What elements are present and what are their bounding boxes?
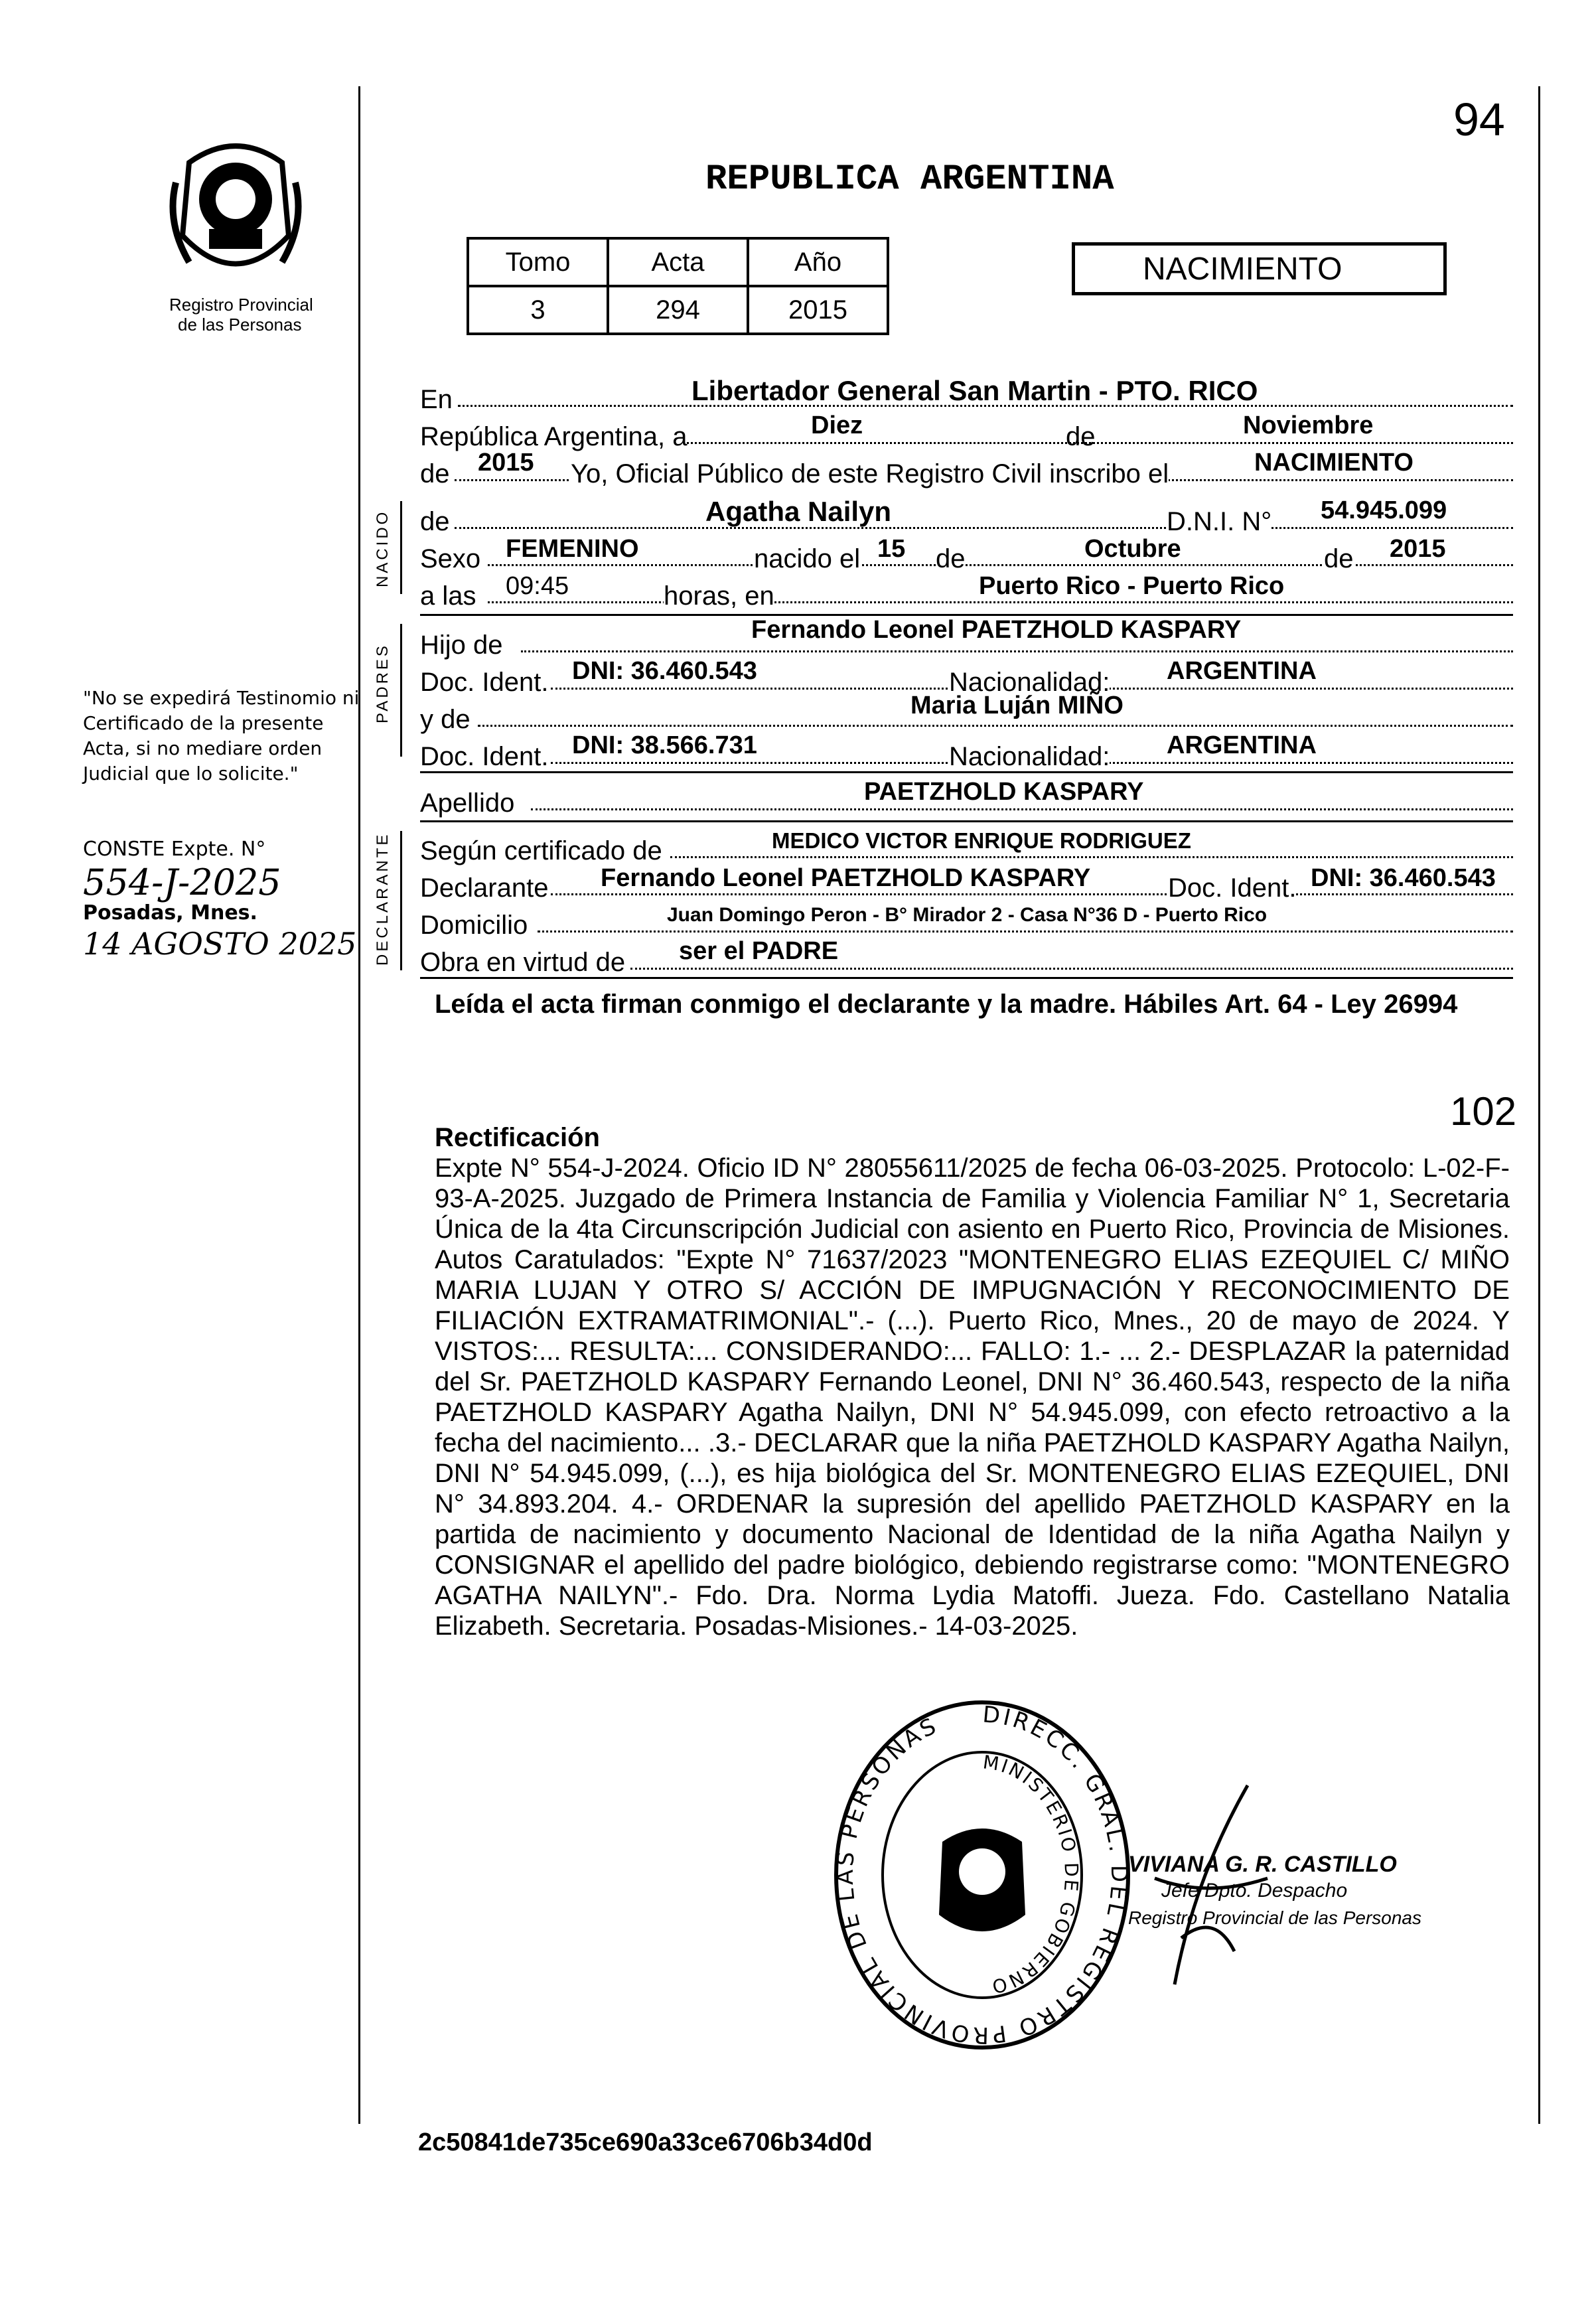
apellido-label: Apellido <box>420 788 515 818</box>
padres-section-label: PADRES <box>374 643 392 723</box>
kind-label: NACIMIENTO <box>1143 252 1342 287</box>
padre-nac-label: Nacionalidad: <box>949 668 1110 697</box>
padre-doc-value: DNI: 36.460.543 <box>572 657 757 685</box>
registry-subtitle: de las Personas <box>178 315 302 335</box>
sexo-value: FEMENINO <box>506 535 639 563</box>
country-title: REPUBLICA ARGENTINA <box>705 159 1114 200</box>
nacido-bracket <box>400 501 402 594</box>
anio-header: Año <box>748 238 888 286</box>
stamp-inner-text: MINISTERIO DE GOBIERNO <box>981 1751 1083 1998</box>
declarante-section-label: DECLARANTE <box>374 832 392 966</box>
de5-label: de <box>1324 544 1354 573</box>
decl-doc-value: DNI: 36.460.543 <box>1311 864 1496 892</box>
padres-bracket <box>400 624 402 757</box>
acta-value: 294 <box>608 286 748 334</box>
registry-title: Registro Provincial <box>169 295 313 315</box>
de4-label: de <box>936 544 966 573</box>
madre-nac-label: Nacionalidad: <box>949 742 1110 771</box>
domicilio-dots <box>538 931 1513 933</box>
record-table <box>467 237 889 335</box>
nacido-section-label: NACIDO <box>374 509 392 587</box>
padre-value: Fernando Leonel PAETZHOLD KASPARY <box>751 616 1242 644</box>
hijo-dots <box>521 650 1513 652</box>
signer-org: Registro Provincial de las Personas <box>1128 1907 1421 1928</box>
left-margin-line <box>358 86 360 2124</box>
inscribo-value: NACIMIENTO <box>1254 449 1414 477</box>
registry-seal-icon <box>163 136 309 292</box>
republica-dots <box>687 442 1513 444</box>
padre-nac-value: ARGENTINA <box>1167 657 1317 685</box>
madre-value: Maria Luján MIÑO <box>910 692 1124 719</box>
en-label: En <box>420 385 453 414</box>
dni-label: D.N.I. N° <box>1167 507 1272 536</box>
cert-dots <box>670 856 1513 858</box>
conste-label: CONSTE Expte. N° <box>83 838 266 861</box>
nac-anio-value: 2015 <box>1390 535 1446 563</box>
date-handwritten: 14 AGOSTO 2025 <box>83 926 357 962</box>
madre-dots <box>478 725 1513 727</box>
mes-value: Noviembre <box>1243 411 1374 439</box>
declarante-value: Fernando Leonel PAETZHOLD KASPARY <box>601 864 1091 892</box>
document-hash: 2c50841de735ce690a33ce6706b34d0d <box>418 2128 873 2156</box>
closing-text: Leída el acta firman conmigo el declarante y la madre. Hábiles Art. 64 - Ley 26994 <box>435 990 1458 1019</box>
obra-dots <box>630 968 1513 970</box>
dni-value: 54.945.099 <box>1321 496 1447 524</box>
obra-label: Obra en virtud de <box>420 948 626 977</box>
sexo-dots <box>488 564 1513 566</box>
declarante-dots <box>551 893 1513 895</box>
apellido-value: PAETZHOLD KASPARY <box>864 778 1144 806</box>
rectificacion-text: Expte N° 554-J-2024. Oficio ID N° 28055611/2025 de fecha 06-03-2025. Protocolo: L-02-F-93-A-2025. Juzgado de Primera Instancia de Familia y Violencia Familiar N° 1, Secretaria Única de la 4ta Circunscripción Judicial con asiento en Puerto Rico, Provincia de Misiones. Autos Caratulados: "Expte N° 71637/2023 "MONTENEGRO ELIAS EZEQUIEL C/ MIÑO MARIA LUJAN Y OTRO S/ ACCIÓN DE IMPUGNACIÓN Y RECONOCIMIENTO DE FILIACIÓN EXTRAMATRIMONIAL".- (...). Puerto Rico, Mnes., 20 de mayo de 2024. Y VISTOS:... RESULTA:... CONSIDERANDO:... FALLO: 1.- ... 2.- DESPLAZAR la paternidad del Sr. PAETZHOLD KASPARY Fernando Leonel, DNI N° 36.460.543, respecto de la niña PAETZHOLD KASPARY Agatha Nailyn, DNI N° 54.945.099, con efecto retroactivo a la fecha del nacimiento... .3.- DECLARAR que la niña PAETZHOLD KASPARY Agatha Nailyn, DNI N° 54.945.099, (...), es hija biológica del Sr. MONTENEGRO ELIAS EZEQUIEL, DNI N° 34.893.204. 4.- ORDENAR la supresión del apellido PAETZHOLD KASPARY en la partida de nacimiento y documento Nacional de Identidad de la niña Agatha Nailyn y CONSIGNAR el apellido del padre biológico, debiendo registrarse como: "MONTENEGRO AGATHA NAILYN".- Fdo. Dra. Norma Lydia Matoffi. Jueza. Fdo. Castellano Natalia Elizabeth. Secretaria. Posadas-Misiones.- 14-03-2025. <box>435 1154 1510 1641</box>
declarante-divider <box>420 977 1513 979</box>
tomo-header: Tomo <box>468 238 608 286</box>
nacido-label: nacido el <box>754 544 861 573</box>
madre-doc-value: DNI: 38.566.731 <box>572 731 757 759</box>
dia-value: Diez <box>811 411 863 439</box>
tomo-value: 3 <box>468 286 608 334</box>
declarante-bracket <box>400 831 402 970</box>
cert-label: Según certificado de <box>420 836 662 865</box>
signer-role: Jefe Dpto. Despacho <box>1161 1880 1348 1902</box>
lugar-value: Puerto Rico - Puerto Rico <box>979 572 1285 600</box>
madre-doc-label: Doc. Ident. <box>420 742 549 771</box>
horas-prefix: a las <box>420 581 476 611</box>
de2-label: de <box>420 459 450 488</box>
apellido-dots <box>531 808 1513 810</box>
padres-divider <box>420 771 1513 773</box>
horas-dots <box>488 601 1513 603</box>
nac-dia-value: 15 <box>877 535 906 563</box>
stamp-ring-text: DIRECC. GRAL. DEL REGISTRO PROVINCIAL DE LAS PERSONAS <box>832 1701 1132 2049</box>
anio-value: 2015 <box>478 449 534 477</box>
side-note-text: "No se expedirá Testinomio ni Certificado de la presente Acta, si no mediare orden Judicial que lo solicite." <box>83 687 360 784</box>
rectificacion-title: Rectificación <box>435 1123 600 1152</box>
right-margin-line <box>1538 86 1540 2124</box>
declarante-label: Declarante <box>420 873 549 903</box>
domicilio-value: Juan Domingo Peron - B° Mirador 2 - Casa N°36 D - Puerto Rico <box>667 904 1268 926</box>
obra-value: ser el PADRE <box>679 937 839 965</box>
sexo-label: Sexo <box>420 544 481 573</box>
certificado-value: MEDICO VICTOR ENRIQUE RODRIGUEZ <box>772 828 1191 853</box>
apellido-divider <box>420 820 1513 822</box>
hora-value: 09:45 <box>506 572 569 600</box>
hijo-label: Hijo de <box>420 631 503 660</box>
signer-name: VIVIANA G. R. CASTILLO <box>1128 1852 1397 1877</box>
padre-doc-label: Doc. Ident. <box>420 668 549 697</box>
de3-label: de <box>420 507 450 536</box>
decl-doc-label: Doc. Ident. <box>1168 873 1297 903</box>
acta-header: Acta <box>608 238 748 286</box>
expte-handwritten: 554-J-2025 <box>83 861 281 903</box>
oficial-text: Yo, Oficial Público de este Registro Civil inscribo el <box>571 459 1169 488</box>
domicilio-label: Domicilio <box>420 911 528 940</box>
en-value: Libertador General San Martin - PTO. RICO <box>691 375 1258 406</box>
rectificacion-number: 102 <box>1450 1089 1517 1134</box>
anio-value: 2015 <box>748 286 888 334</box>
madre-nac-value: ARGENTINA <box>1167 731 1317 759</box>
official-stamp-icon <box>826 1696 1138 2067</box>
nombre-dots <box>455 527 1513 529</box>
republica-label: República Argentina, a <box>420 422 688 451</box>
nombre-value: Agatha Nailyn <box>705 496 892 527</box>
page-number: 94 <box>1453 94 1505 145</box>
de-label: de <box>1066 422 1096 451</box>
horas-label: horas, en <box>664 581 774 611</box>
nac-mes-value: Octubre <box>1084 535 1181 563</box>
place-label: Posadas, Mnes. <box>83 901 257 925</box>
yde-label: y de <box>420 705 471 734</box>
